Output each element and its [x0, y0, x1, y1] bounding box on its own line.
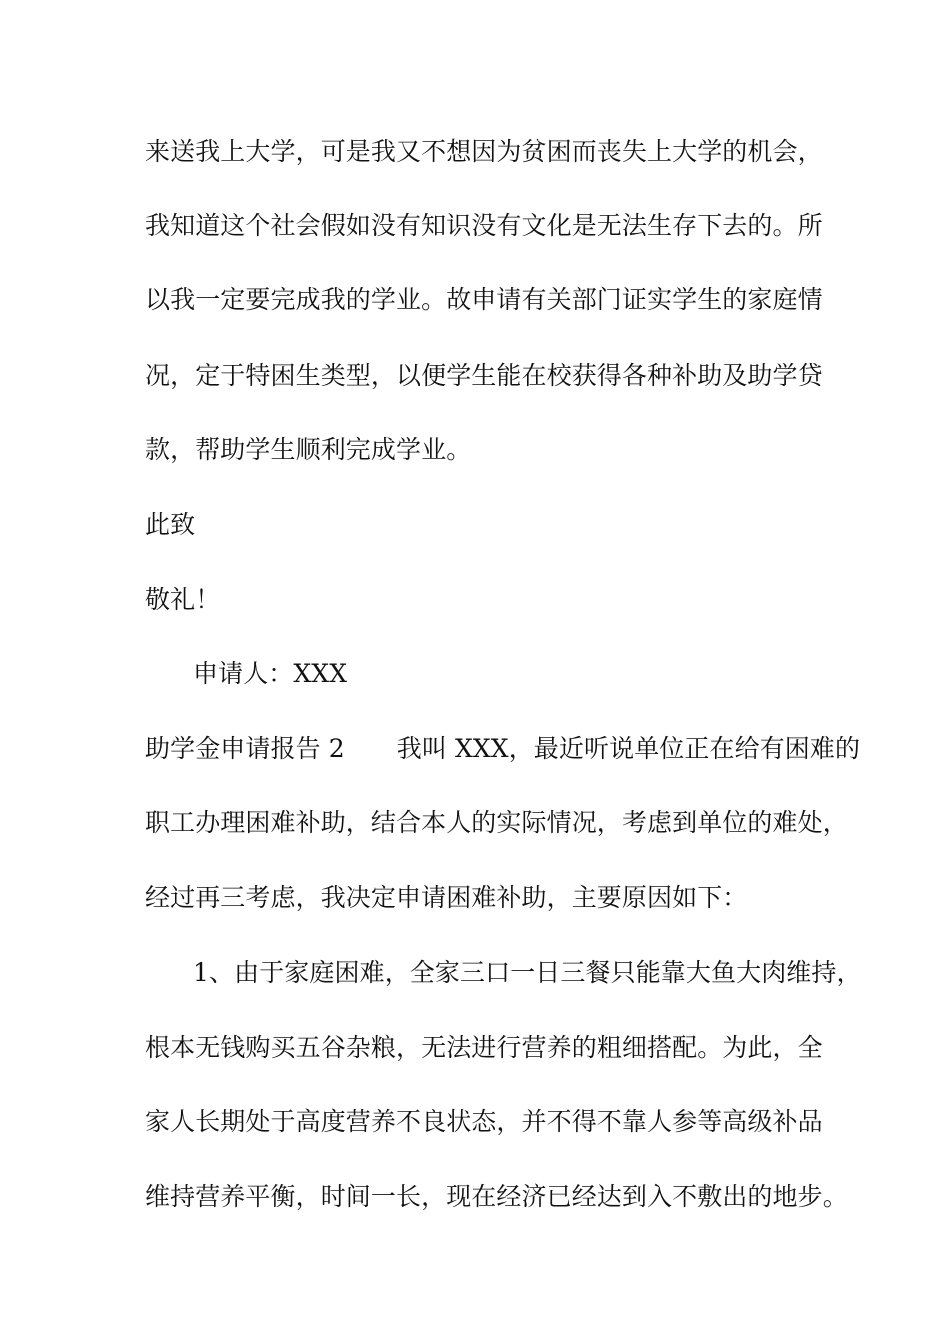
report-title: 助学金申请报告 2 — [145, 734, 345, 763]
report-heading-line — [145, 729, 861, 769]
body-line: 我知道这个社会假如没有知识没有文化是无法生存下去的。所 — [145, 211, 823, 240]
closing-regards: 敬礼！ — [145, 585, 221, 614]
report-opening: 我叫 XXX，最近听说单位正在给有困难的 — [396, 734, 861, 763]
closing-salutation: 此致 — [145, 510, 196, 539]
body-line: 家人长期处于高度营养不良状态，并不得不靠人参等高级补品 — [145, 1107, 823, 1136]
body-line: 来送我上大学，可是我又不想因为贫困而丧失上大学的机会， — [145, 137, 823, 166]
reason-item: 1、由于家庭困难，全家三口一日三餐只能靠大鱼大肉维持， — [193, 958, 862, 987]
body-line: 经过再三考虑，我决定申请困难补助，主要原因如下： — [145, 883, 748, 912]
body-line: 职工办理困难补助，结合本人的实际情况，考虑到单位的难处， — [145, 808, 848, 837]
body-line: 以我一定要完成我的学业。故申请有关部门证实学生的家庭情 — [145, 285, 823, 314]
applicant-signature: 申请人：XXX — [193, 659, 348, 688]
body-line: 况，定于特困生类型，以便学生能在校获得各种补助及助学贷 — [145, 361, 823, 390]
body-line: 根本无钱购买五谷杂粮，无法进行营养的粗细搭配。为此，全 — [145, 1033, 823, 1062]
body-line: 款，帮助学生顺利完成学业。 — [145, 435, 472, 464]
body-line: 维持营养平衡，时间一长，现在经济已经达到入不敷出的地步。 — [145, 1182, 848, 1211]
